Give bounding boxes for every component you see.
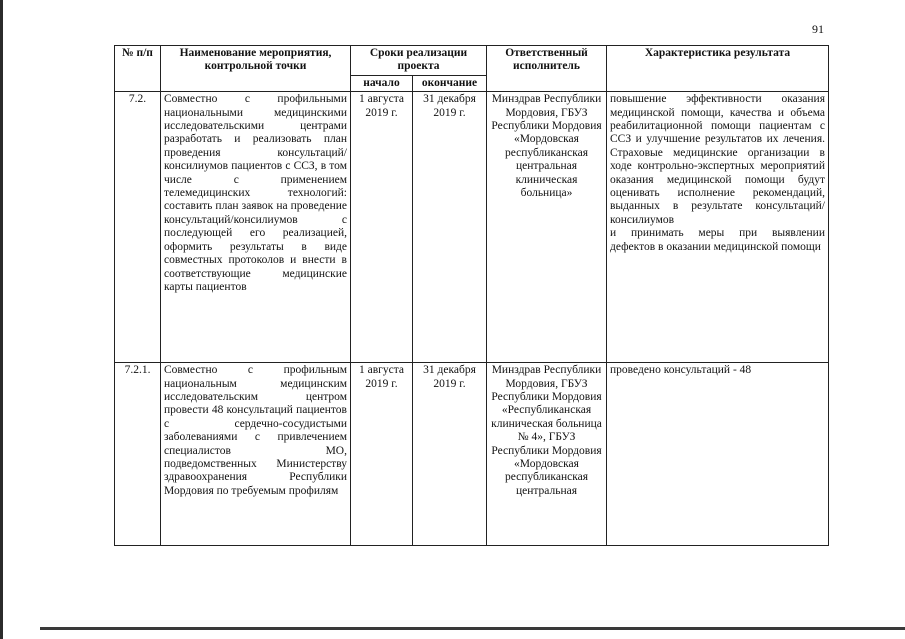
- scan-edge-bottom: [40, 627, 905, 630]
- header-dates: Сроки реализации проекта: [351, 46, 487, 76]
- table-row: [115, 363, 829, 546]
- measures-table: [114, 45, 829, 546]
- row-responsible: Минздрав Республики Мордовия, ГБУЗ Республики Мордовия «Республиканская клиническая больница № 4», ГБУЗ Республики Мордовия «Мордовская республиканская центральная: [487, 363, 607, 546]
- header-name: Наименование мероприятия, контрольной точки: [161, 46, 351, 92]
- row-name: Совместно с профильными национальными медицинскими исследовательскими центрами разработать и реализовать план проведения консультаций/консилиумов пациентов с ССЗ, в том числе с применением телемедицинских технологий: составить план заявок на проведение консультаций/консилиумов с последующей его реализацией, оформить результаты в виде совместных протоколов и внести в соответствующие медицинские карты пациентов: [161, 92, 351, 363]
- row-end: 31 декабря 2019 г.: [413, 92, 487, 363]
- row-result: повышение эффективности оказания медицинской помощи, качества и объема реабилитационной помощи пациентам с ССЗ и улучшение результатов их лечения. Страховые медицинские организации в ходе контрольно-экспертных мероприятий оказания медицинской помощи будут оценивать исполнение рекомендаций, выданных в результате консультаций/консилиумов и принимать меры при выявлении дефектов в оказании медицинской помощи: [607, 92, 829, 363]
- page-number: 91: [812, 22, 824, 36]
- header-row: [115, 46, 829, 76]
- row-result: проведено консультаций - 48: [607, 363, 829, 546]
- table-row: [115, 92, 829, 363]
- header-number: № п/п: [115, 46, 161, 92]
- row-responsible: Минздрав Республики Мордовия, ГБУЗ Республики Мордовия «Мордовская республиканская центральная клиническая больница»: [487, 92, 607, 363]
- row-start: 1 августа 2019 г.: [351, 92, 413, 363]
- row-name: Совместно с профильным национальным медицинским исследовательским центром провести 48 консультаций пациентов с сердечно-сосудистыми заболеваниями с привлечением специалистов МО, подведомственных Министерству здравоохранения Республики Мордовия по требуемым профилям: [161, 363, 351, 546]
- row-end: 31 декабря 2019 г.: [413, 363, 487, 546]
- header-end: окончание: [413, 75, 487, 91]
- row-number: 7.2.: [115, 92, 161, 363]
- row-start: 1 августа 2019 г.: [351, 363, 413, 546]
- header-start: начало: [351, 75, 413, 91]
- header-responsible: Ответственный исполнитель: [487, 46, 607, 92]
- row-number: 7.2.1.: [115, 363, 161, 546]
- header-result: Характеристика результата: [607, 46, 829, 92]
- scan-edge-left: [0, 0, 3, 639]
